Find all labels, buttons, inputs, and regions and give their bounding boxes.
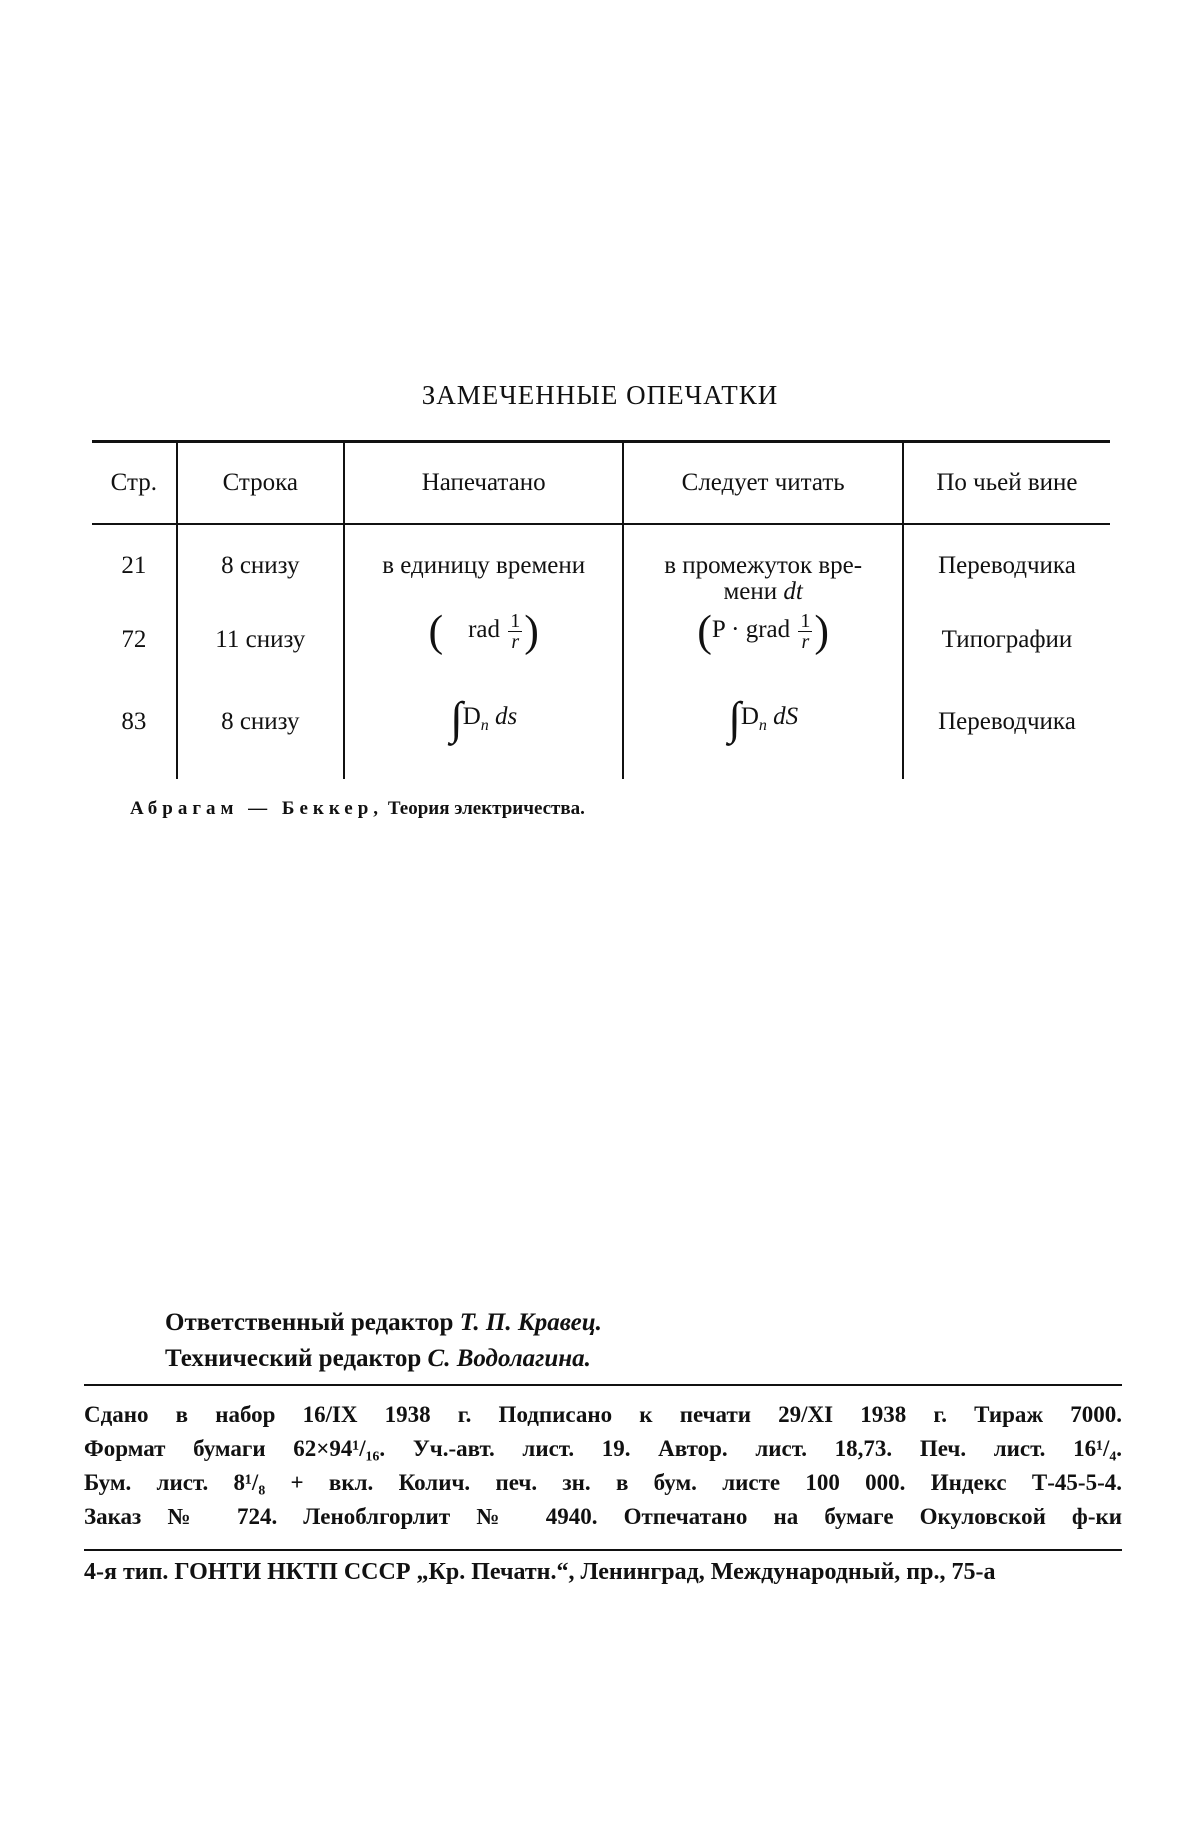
cell-page: 21	[121, 552, 147, 579]
book-authors: Абрагам — Беккер,	[130, 798, 384, 819]
integral-sign: ∫	[450, 692, 463, 743]
printer-line: 4-я тип. ГОНТИ НКТП СССР „Кр. Печатн.“, Ленинград, Международный, пр., 75-а	[84, 1549, 1122, 1586]
imprint-line-3: Бум. лист. 8¹/₈ + вкл. Колич. печ. зн. в бум. листе 100 000. Индекс Т-45-5-4.	[84, 1470, 1122, 1495]
cell-line: 11 снизу	[177, 605, 344, 691]
should-read-text-2: мени	[723, 578, 778, 605]
header-page: Стр.	[92, 442, 177, 525]
should-read-operator: P · grad	[711, 615, 791, 643]
should-read-integral-formula	[728, 692, 799, 743]
should-read-d: D	[740, 702, 759, 730]
table-row	[92, 605, 1110, 691]
should-read-variable: dS	[773, 702, 799, 730]
cell-fault: Переводчика	[903, 524, 1110, 605]
printed-d: D	[462, 702, 481, 730]
printed-numerator: 1	[510, 609, 521, 632]
cell-line: 8 снизу	[177, 524, 344, 605]
imprint-block	[84, 1384, 1122, 1534]
header-should-read: Следует читать	[623, 442, 902, 525]
errata-table	[92, 440, 1110, 779]
book-reference	[130, 798, 585, 820]
cell-printed-formula	[344, 691, 623, 779]
responsible-editor	[165, 1305, 602, 1341]
printed-integral-formula	[450, 692, 518, 743]
cell-page: 83	[121, 708, 147, 735]
header-line: Строка	[177, 442, 344, 525]
open-paren: (	[697, 606, 712, 655]
cell-should-read	[623, 524, 902, 605]
header-fault: По чьей вине	[903, 442, 1110, 525]
errata-title: ЗАМЕЧЕННЫЕ ОПЕЧАТКИ	[421, 380, 779, 410]
responsible-editor-label: Ответственный редактор	[165, 1309, 454, 1336]
header-printed: Напечатано	[344, 442, 623, 525]
cell-line: 8 снизу	[177, 691, 344, 779]
printed-fraction	[508, 611, 522, 652]
cell-fault: Переводчика	[903, 691, 1110, 779]
printed-formula	[428, 606, 539, 655]
table-row	[92, 691, 1110, 779]
should-read-subscript: n	[758, 716, 767, 734]
integral-sign: ∫	[728, 692, 741, 743]
book-title: Теория электричества.	[387, 798, 585, 819]
errata-header-row	[92, 442, 1110, 525]
responsible-editor-name: Т. П. Кравец.	[459, 1309, 602, 1336]
should-read-numerator: 1	[800, 609, 811, 632]
imprint-line-2: Формат бумаги 62×94¹/₁₆. Уч.-авт. лист. 19. Автор. лист. 18,73. Печ. лист. 16¹/₄.	[84, 1436, 1122, 1461]
should-read-formula	[697, 606, 830, 655]
close-paren: )	[524, 606, 539, 655]
technical-editor-label: Технический редактор	[165, 1345, 422, 1372]
technical-editor	[165, 1341, 602, 1377]
should-read-text: в промежуток вре-	[664, 552, 863, 579]
technical-editor-name: С. Водолагина.	[427, 1345, 591, 1372]
cell-should-read-formula	[623, 691, 902, 779]
printed-subscript: n	[480, 716, 489, 734]
should-read-denominator: r	[801, 630, 810, 653]
should-read-var: dt	[783, 578, 803, 605]
editors-block	[165, 1305, 602, 1377]
table-row	[92, 524, 1110, 605]
printed-operator: rad	[468, 615, 501, 643]
cell-should-read-formula	[623, 605, 902, 691]
cell-fault: Типографии	[903, 605, 1110, 691]
printed-variable: ds	[495, 702, 518, 730]
should-read-fraction	[798, 611, 812, 652]
cell-page: 72	[121, 626, 147, 653]
close-paren: )	[814, 606, 830, 655]
printed-denominator: r	[511, 630, 520, 653]
cell-printed: в единицу времени	[344, 524, 623, 605]
imprint-line-4: Заказ № 724. Леноблгорлит № 4940. Отпечатано на бумаге Окуловской ф-ки	[84, 1504, 1122, 1529]
imprint-line-1: Сдано в набор 16/IX 1938 г. Подписано к печати 29/XI 1938 г. Тираж 7000.	[84, 1402, 1122, 1427]
open-paren: (	[428, 606, 444, 655]
cell-printed-formula	[344, 605, 623, 691]
